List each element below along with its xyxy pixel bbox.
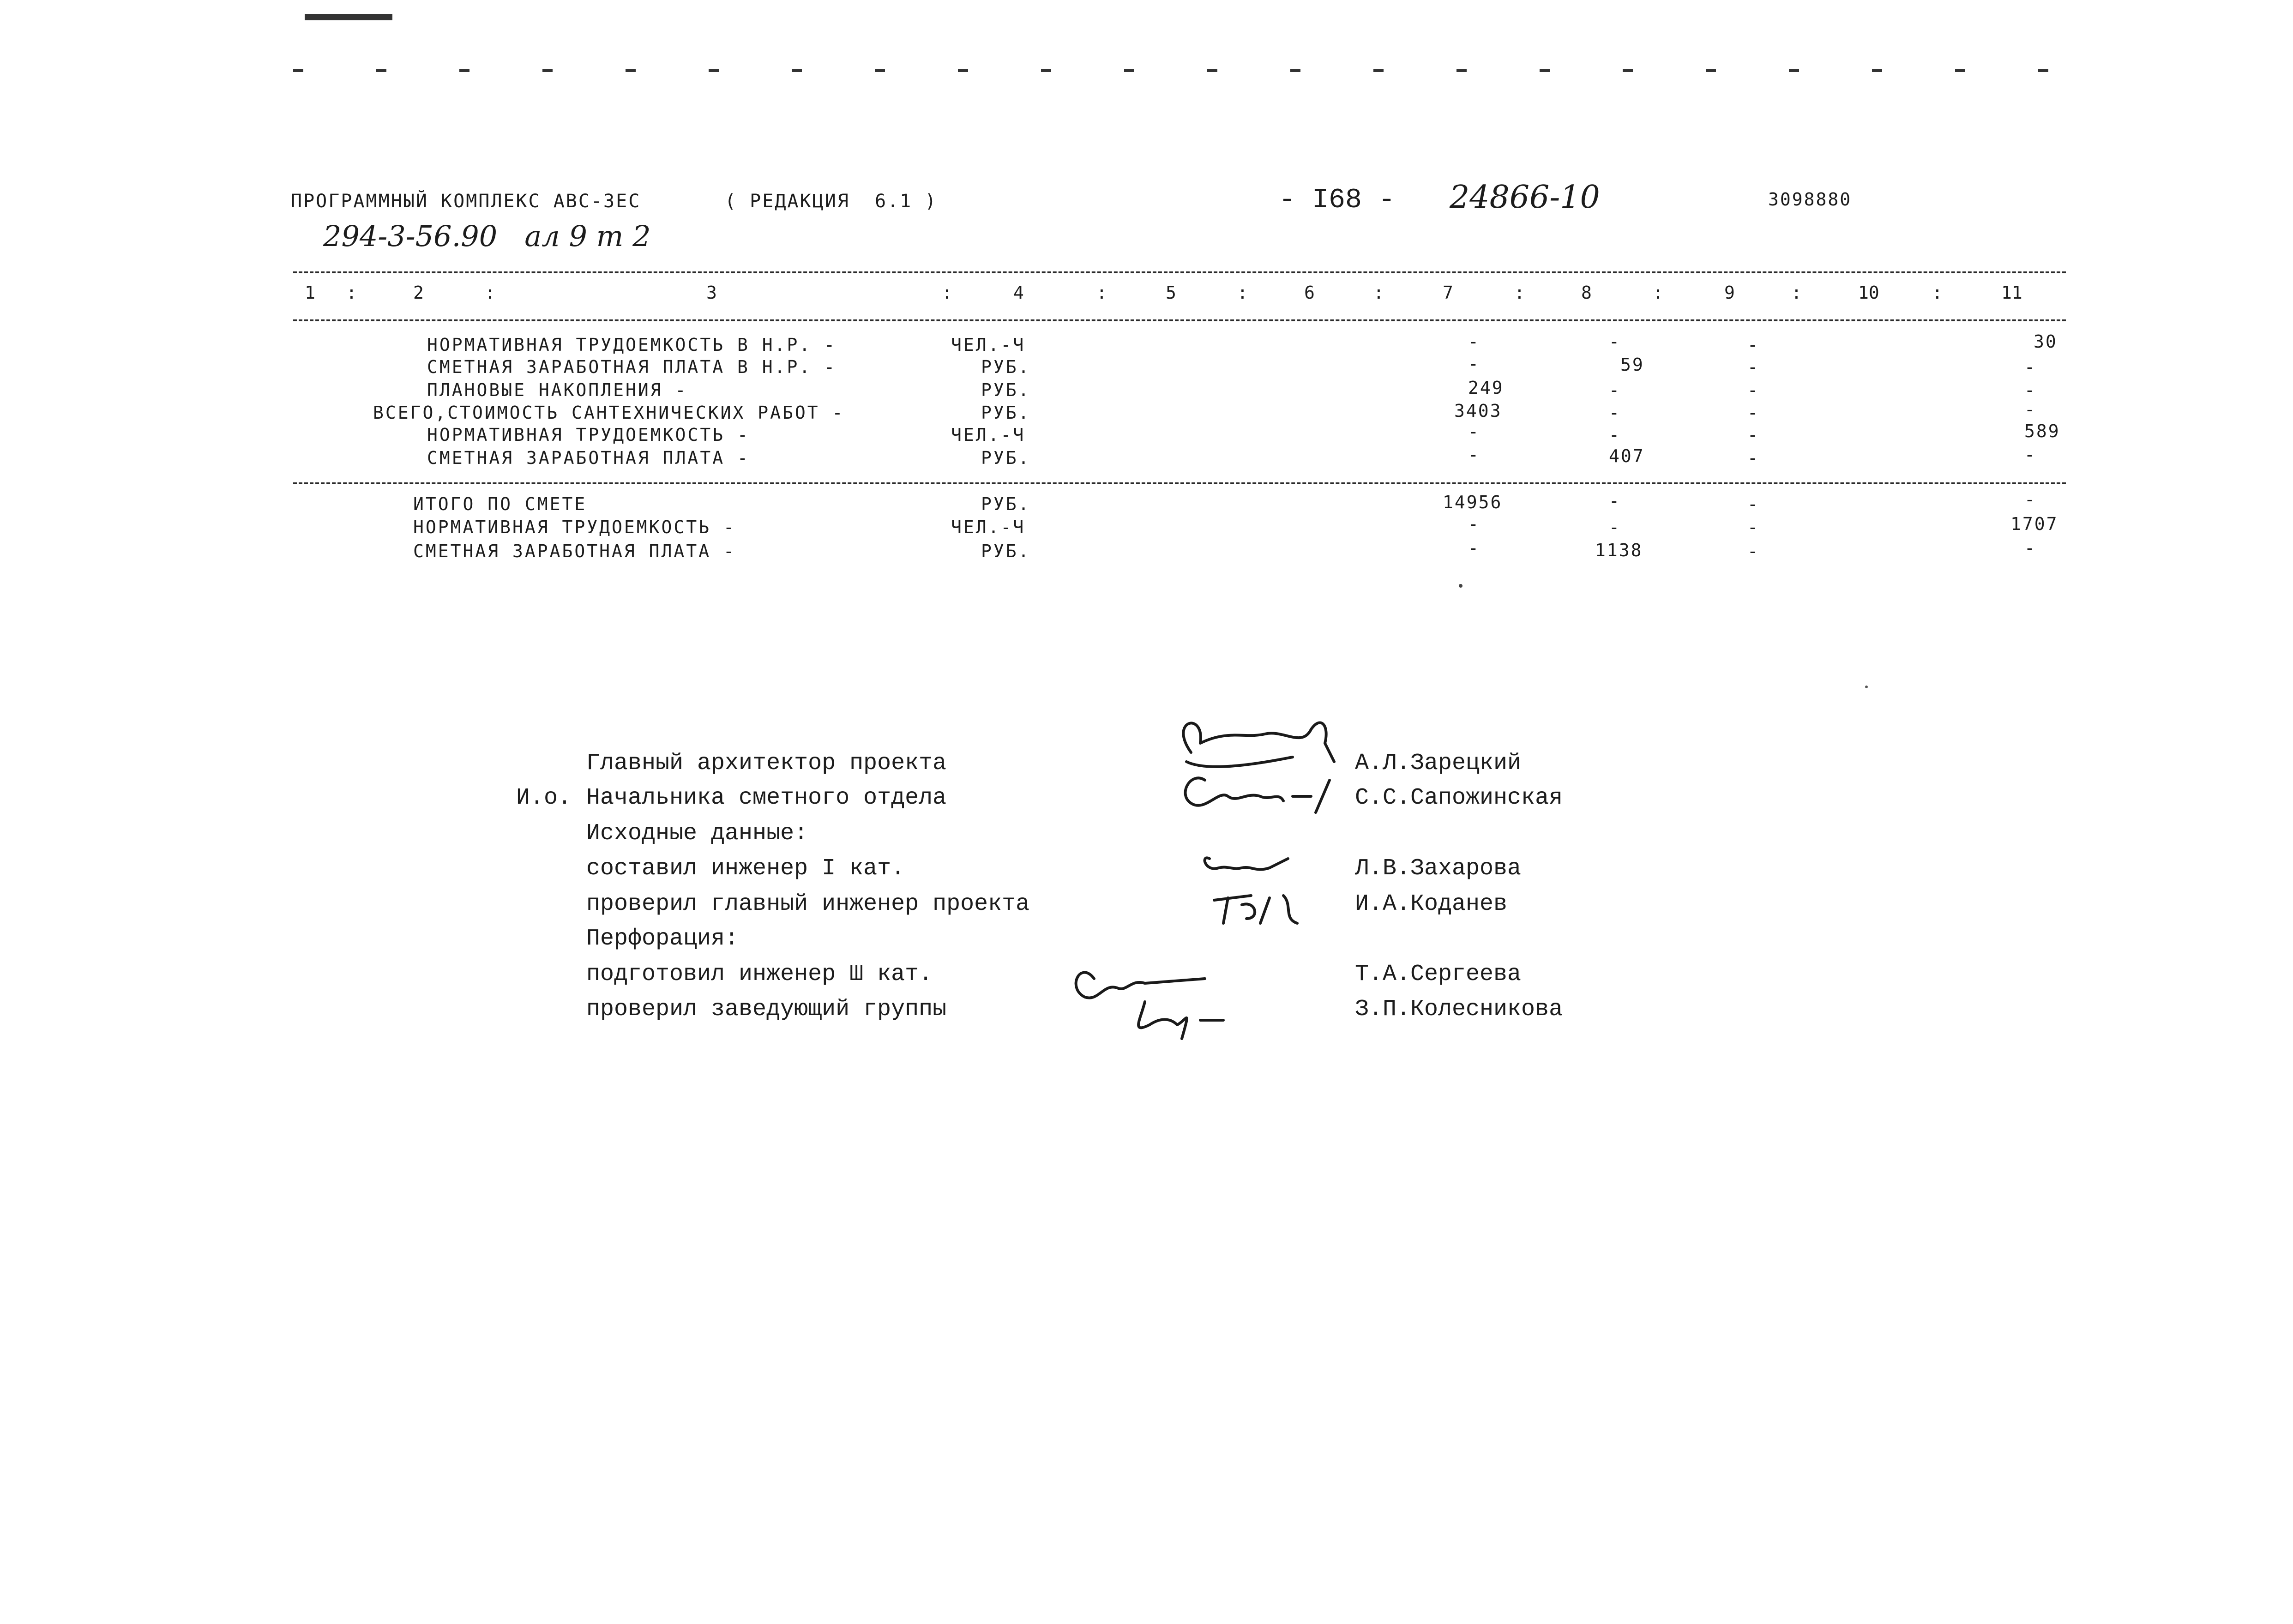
cell-col7: 14956 [1443,492,1503,512]
column-separator: : [1653,283,1663,303]
row-label: НОРМАТИВНАЯ ТРУДОЕМКОСТЬ - [413,517,736,537]
role-line: Исходные данные: [586,820,808,847]
signature-2 [1186,778,1330,812]
row-unit: ЧЕЛ.-Ч [951,335,1026,355]
cell-col11: - [2024,538,2035,558]
column-separator: : [1514,283,1525,303]
table-top-rule [293,271,2066,273]
role-line: проверил заведующий группы [586,996,947,1023]
cell-col11: 589 [2024,421,2060,441]
signer-name: А.Л.Зарецкий [1355,750,1522,776]
cell-col8: - [1609,403,1619,423]
column-separator: : [485,283,495,303]
program-title: ПРОГРАММНЫЙ КОМПЛЕКС АВС-ЗЕС [291,191,641,212]
cell-col11: - [2024,357,2035,377]
cell-col9: - [1747,403,1758,423]
signer-name: З.П.Колесникова [1355,996,1563,1023]
doc-code: 24866-10 [1450,179,1600,216]
column-separator: : [942,283,952,303]
cell-col7: - [1468,421,1479,442]
cell-col8: 1138 [1595,540,1643,560]
signer-name: Л.В.Захарова [1355,855,1522,882]
column-header: 1 [305,283,315,303]
cell-col8: 59 [1620,355,1644,375]
signature-5 [1076,973,1205,998]
row-unit: РУБ. [981,541,1031,561]
column-separator: : [1096,283,1107,303]
row-label: НОРМАТИВНАЯ ТРУДОЕМКОСТЬ - [427,425,750,445]
column-header: 9 [1724,283,1735,303]
cell-col9: - [1747,494,1758,514]
cell-col9: - [1747,448,1758,468]
cell-col8: - [1609,425,1619,445]
corner-mark [305,14,392,20]
row-label: СМЕТНАЯ ЗАРАБОТНАЯ ПЛАТА - [427,448,750,468]
signature-4 [1214,896,1297,923]
column-header: 6 [1304,283,1315,303]
cell-col11: - [2024,380,2035,400]
row-label: ПЛАНОВЫЕ НАКОПЛЕНИЯ - [427,380,688,400]
signature-3 [1205,858,1288,869]
signer-name: Т.А.Сергеева [1355,961,1522,987]
column-separator: : [1932,283,1943,303]
row-label: ИТОГО ПО СМЕТЕ [413,494,587,514]
role-line: проверил главный инженер проекта [586,891,1030,917]
cell-col7: 3403 [1454,401,1502,421]
cell-col7: - [1468,354,1479,374]
cell-col9: - [1747,380,1758,400]
signature-6 [1138,1002,1223,1039]
cell-col8: - [1609,517,1619,537]
cell-col11: - [2024,489,2035,510]
column-header: 7 [1443,283,1453,303]
cell-col9: - [1747,541,1758,561]
role-line: подготовил инженер Ш кат. [586,961,933,987]
cell-col11: 1707 [2010,514,2058,534]
section-rule [293,482,2066,484]
column-separator: : [1237,283,1248,303]
scan-dot [1459,584,1462,588]
acting-prefix: И.о. [516,785,572,811]
cell-col9: - [1747,425,1758,445]
cell-col9: - [1747,517,1758,537]
signer-name: И.А.Коданев [1355,891,1508,917]
cell-col11: - [2024,445,2035,465]
column-header: 11 [2001,283,2022,303]
handwritten-signatures [1053,702,1357,1043]
cell-col9: - [1747,357,1758,377]
cell-col7: 249 [1468,378,1504,398]
role-line: Начальника сметного отдела [586,785,947,811]
signer-name: С.С.Сапожинская [1355,785,1563,811]
cell-col11: 30 [2034,331,2058,352]
row-unit: РУБ. [981,380,1031,400]
cell-col7: - [1468,538,1479,558]
cell-col8: - [1609,491,1619,511]
serial-number: 3098880 [1768,189,1852,210]
cell-col8: 407 [1609,446,1645,466]
column-header: 3 [706,283,717,303]
column-header: 5 [1166,283,1176,303]
cell-col8: - [1609,380,1619,400]
row-label: СМЕТНАЯ ЗАРАБОТНАЯ ПЛАТА В Н.Р. - [427,357,837,377]
row-unit: РУБ. [981,357,1031,377]
row-label: НОРМАТИВНАЯ ТРУДОЕМКОСТЬ В Н.Р. - [427,335,837,355]
column-header: 10 [1858,283,1879,303]
column-header: 4 [1013,283,1024,303]
cell-col9: - [1747,335,1758,355]
cell-col11: - [2024,399,2035,420]
header-bottom-rule [293,319,2066,321]
handwritten-note: 294-3-56.90 ал 9 т 2 [323,219,651,253]
role-line: Перфорация: [586,926,739,952]
cell-col8: - [1609,331,1619,352]
page-number: - I68 - [1279,185,1396,216]
column-header: 2 [413,283,424,303]
row-label: СМЕТНАЯ ЗАРАБОТНАЯ ПЛАТА - [413,541,736,561]
column-separator: : [1373,283,1384,303]
scan-dot [1865,686,1868,688]
top-dash-artifacts [286,69,2059,83]
cell-col7: - [1468,514,1479,534]
row-unit: РУБ. [981,494,1031,514]
edition-label: ( РЕДАКЦИЯ 6.1 ) [725,191,938,212]
cell-col7: - [1468,445,1479,465]
column-separator: : [1791,283,1802,303]
row-label: ВСЕГО,СТОИМОСТЬ САНТЕХНИЧЕСКИХ РАБОТ - [373,403,845,423]
column-header: 8 [1581,283,1592,303]
role-line: Главный архитектор проекта [586,750,947,776]
signature-1 [1183,723,1334,762]
row-unit: ЧЕЛ.-Ч [951,517,1026,537]
signature-1-underline [1186,757,1293,767]
role-line: составил инженер I кат. [586,855,905,882]
row-unit: РУБ. [981,448,1031,468]
column-separator: : [346,283,357,303]
row-unit: РУБ. [981,403,1031,423]
cell-col7: - [1468,331,1479,352]
row-unit: ЧЕЛ.-Ч [951,425,1026,445]
